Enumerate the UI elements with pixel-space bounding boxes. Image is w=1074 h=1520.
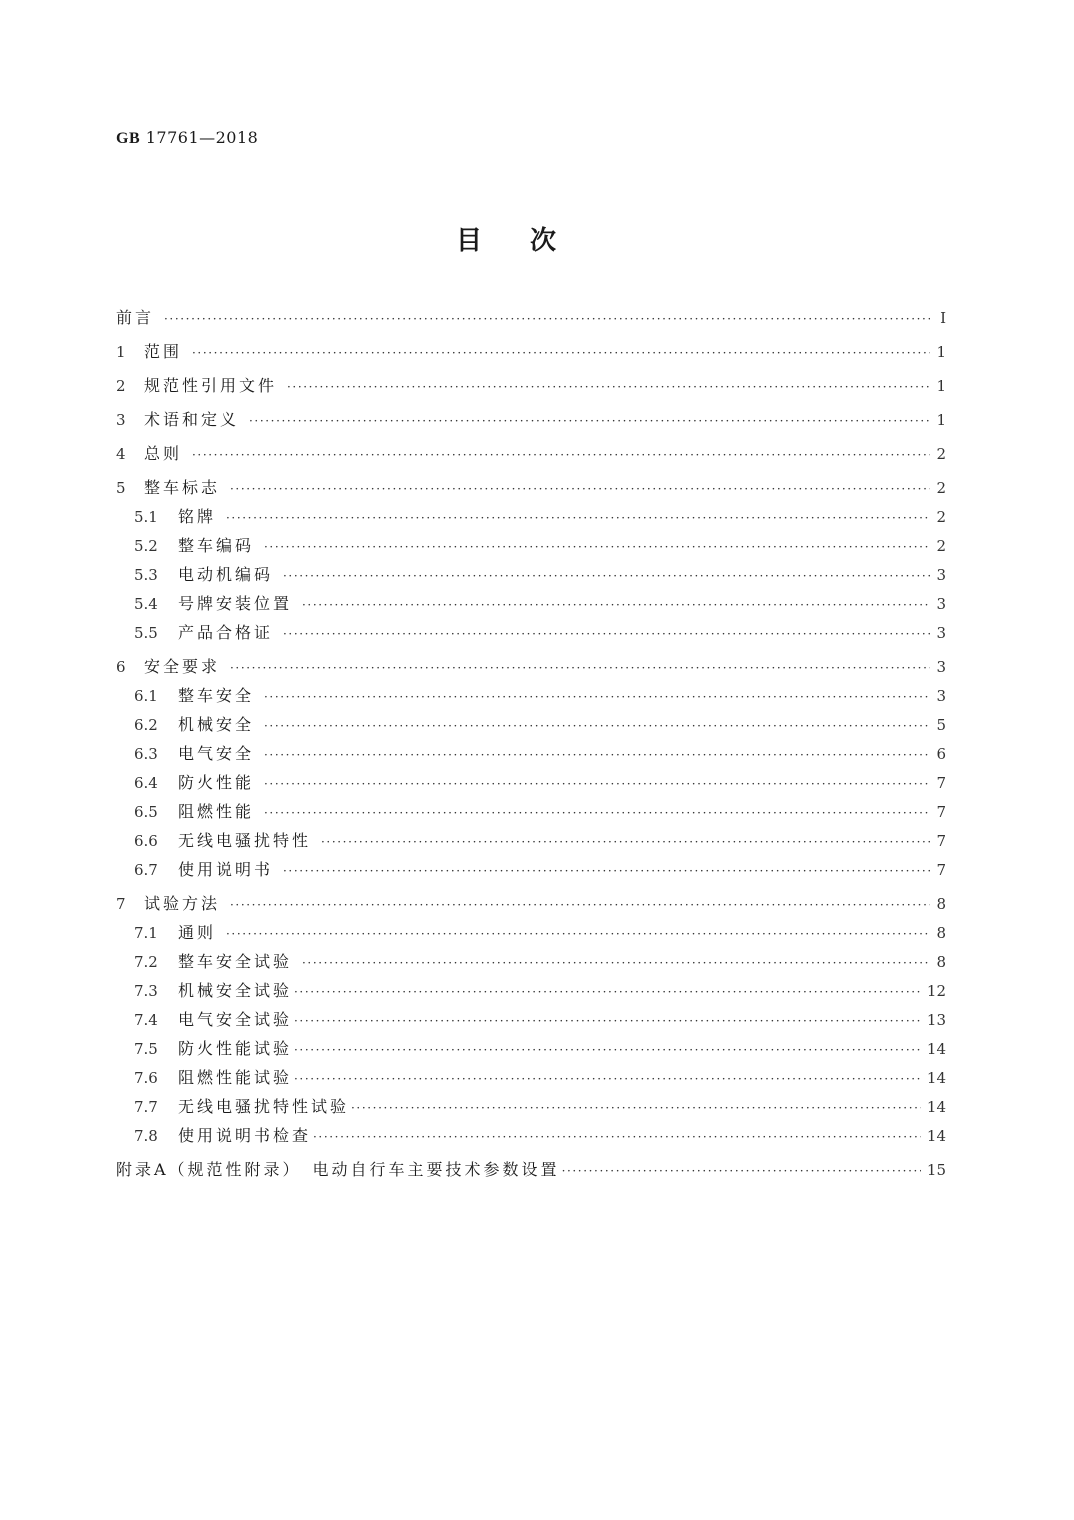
toc-entry-number: 3 xyxy=(116,411,126,429)
toc-leader-dots xyxy=(294,1007,921,1035)
toc-entry-label: 整车标志 xyxy=(144,478,221,497)
page-title: 目次 xyxy=(455,226,604,256)
toc-entry-label: 机械安全试验 xyxy=(178,981,293,1000)
toc-entry-label: 电气安全试验 xyxy=(178,1010,293,1029)
toc-entry[interactable] xyxy=(116,711,946,740)
toc-entry[interactable] xyxy=(116,406,946,435)
toc-entry[interactable] xyxy=(116,977,946,1006)
toc-leader-dots xyxy=(264,712,930,740)
toc-entry-number: 6.3 xyxy=(134,745,158,763)
toc-entry-page: 3 xyxy=(936,566,946,584)
toc-entry[interactable] xyxy=(116,682,946,711)
toc-entry[interactable] xyxy=(116,740,946,769)
toc-entry[interactable] xyxy=(116,1093,946,1122)
toc-leader-dots xyxy=(302,949,930,977)
toc-leader-dots xyxy=(264,741,930,769)
toc-leader-dots xyxy=(283,620,930,648)
toc-entry-number: 7.1 xyxy=(134,924,158,942)
toc-entry[interactable] xyxy=(116,1064,946,1093)
toc-entry-label: 产品合格证 xyxy=(178,623,274,642)
toc-entry-page: 15 xyxy=(926,1161,946,1179)
toc-entry-page: 8 xyxy=(936,924,946,942)
toc-leader-dots xyxy=(294,1065,921,1093)
toc-entry-page: 14 xyxy=(926,1040,946,1058)
toc-entry-number: 6.1 xyxy=(134,687,158,705)
toc-leader-dots xyxy=(192,441,930,469)
toc-entry-label: 防火性能试验 xyxy=(178,1039,293,1058)
toc-entry[interactable] xyxy=(116,798,946,827)
toc-entry[interactable] xyxy=(116,948,946,977)
toc-entry-label: 整车安全试验 xyxy=(178,952,293,971)
toc-leader-dots xyxy=(313,1123,921,1151)
toc-entry-number: 6 xyxy=(116,658,126,676)
toc-entry-number: 5 xyxy=(116,479,126,497)
toc-entry[interactable] xyxy=(116,619,946,648)
toc-entry-label: 规范性引用文件 xyxy=(144,376,278,395)
toc-entry-page: 2 xyxy=(936,479,946,497)
toc-entry-label: 电动机编码 xyxy=(178,565,274,584)
toc-entry-label: 号牌安装位置 xyxy=(178,594,293,613)
toc-entry-number: 6.7 xyxy=(134,861,158,879)
toc-entry[interactable] xyxy=(116,1006,946,1035)
toc-entry-page: 2 xyxy=(936,508,946,526)
toc-entry-number: 5.2 xyxy=(134,537,158,555)
toc-entry-label: 总则 xyxy=(144,444,183,463)
toc-entry-page: 14 xyxy=(926,1069,946,1087)
toc-entry-label: 电气安全 xyxy=(178,744,255,763)
toc-leader-dots xyxy=(226,920,930,948)
toc-entry-label: 整车安全 xyxy=(178,686,255,705)
toc-entry-page: 7 xyxy=(936,803,946,821)
toc-entry-number: 7.8 xyxy=(134,1127,158,1145)
toc-entry-number: 6.6 xyxy=(134,832,158,850)
toc-leader-dots xyxy=(249,407,930,435)
toc-entry-label: 使用说明书 xyxy=(178,860,274,879)
toc-entry[interactable] xyxy=(116,856,946,885)
toc-entry-page: 1 xyxy=(936,343,946,361)
toc-entry-label: 使用说明书检查 xyxy=(178,1126,312,1145)
toc-entry-page: 7 xyxy=(936,861,946,879)
toc-leader-dots xyxy=(192,339,930,367)
toc-entry-label: 前言 xyxy=(116,308,155,327)
toc-entry-page: 5 xyxy=(936,716,946,734)
toc-leader-dots xyxy=(264,770,930,798)
toc-entry[interactable] xyxy=(116,769,946,798)
toc-leader-dots xyxy=(283,562,930,590)
toc-entry[interactable] xyxy=(116,338,946,367)
toc-entry-page: 1 xyxy=(936,411,946,429)
toc-entry-page: 8 xyxy=(936,895,946,913)
toc-entry[interactable] xyxy=(116,653,946,682)
toc-entry[interactable] xyxy=(116,561,946,590)
toc-entry-number: 5.1 xyxy=(134,508,158,526)
toc-leader-dots xyxy=(164,305,930,333)
toc-entry-label: 无线电骚扰特性试验 xyxy=(178,1097,350,1116)
toc-leader-dots xyxy=(294,978,921,1006)
toc-entry[interactable] xyxy=(116,503,946,532)
toc-entry[interactable] xyxy=(116,919,946,948)
toc-leader-dots xyxy=(230,475,930,503)
toc-entry-label: 通则 xyxy=(178,923,217,942)
toc-leader-dots xyxy=(264,799,930,827)
toc-entry-label: 阻燃性能试验 xyxy=(178,1068,293,1087)
toc-entry-page: 3 xyxy=(936,595,946,613)
toc-entry-label: 附录A（规范性附录） 电动自行车主要技术参数设置 xyxy=(116,1160,560,1179)
toc-entry-label: 铭牌 xyxy=(178,507,217,526)
toc-entry[interactable] xyxy=(116,590,946,619)
toc-entry-page: 2 xyxy=(936,445,946,463)
toc-leader-dots xyxy=(302,591,930,619)
toc-entry-number: 7.2 xyxy=(134,953,158,971)
toc-entry-page: 13 xyxy=(926,1011,946,1029)
toc-leader-dots xyxy=(287,373,930,401)
toc-entry-label: 范围 xyxy=(144,342,183,361)
toc-entry-page: 1 xyxy=(936,377,946,395)
toc-leader-dots xyxy=(294,1036,921,1064)
toc-leader-dots xyxy=(264,683,930,711)
toc-entry-page: 3 xyxy=(936,624,946,642)
toc-entry-number: 2 xyxy=(116,377,126,395)
toc-entry-page: 14 xyxy=(926,1127,946,1145)
toc-entry-page: 12 xyxy=(926,982,946,1000)
toc-entry-number: 6.4 xyxy=(134,774,158,792)
standard-number xyxy=(116,128,258,148)
toc-entry-number: 7 xyxy=(116,895,126,913)
toc-entry-page: 8 xyxy=(936,953,946,971)
toc-entry-number: 5.3 xyxy=(134,566,158,584)
toc-leader-dots xyxy=(283,857,930,885)
standard-prefix: GB xyxy=(116,130,141,147)
standard-code: 17761—2018 xyxy=(145,128,259,147)
toc-entry-label: 整车编码 xyxy=(178,536,255,555)
toc-entry-number: 5.5 xyxy=(134,624,158,642)
table-of-contents xyxy=(116,304,946,1185)
toc-entry-page: 3 xyxy=(936,658,946,676)
toc-leader-dots xyxy=(226,504,930,532)
toc-entry-label: 防火性能 xyxy=(178,773,255,792)
toc-entry-page: 3 xyxy=(936,687,946,705)
toc-entry-page: 7 xyxy=(936,774,946,792)
toc-entry-page: 14 xyxy=(926,1098,946,1116)
toc-entry-page: 7 xyxy=(936,832,946,850)
toc-leader-dots xyxy=(264,533,930,561)
toc-entry[interactable] xyxy=(116,474,946,503)
toc-entry-label: 安全要求 xyxy=(144,657,221,676)
toc-leader-dots xyxy=(321,828,930,856)
toc-entry-label: 无线电骚扰特性 xyxy=(178,831,312,850)
toc-entry-label: 术语和定义 xyxy=(144,410,240,429)
toc-entry[interactable] xyxy=(116,1156,946,1185)
toc-entry-number: 7.5 xyxy=(134,1040,158,1058)
toc-leader-dots xyxy=(230,891,930,919)
toc-entry-label: 阻燃性能 xyxy=(178,802,255,821)
toc-entry-number: 1 xyxy=(116,343,126,361)
toc-entry[interactable] xyxy=(116,1035,946,1064)
toc-entry-number: 7.4 xyxy=(134,1011,158,1029)
toc-entry[interactable] xyxy=(116,1122,946,1151)
toc-entry-number: 6.5 xyxy=(134,803,158,821)
toc-entry[interactable] xyxy=(116,372,946,401)
toc-entry[interactable] xyxy=(116,890,946,919)
toc-entry-number: 5.4 xyxy=(134,595,158,613)
toc-entry[interactable] xyxy=(116,827,946,856)
toc-entry-label: 机械安全 xyxy=(178,715,255,734)
toc-entry-label: 试验方法 xyxy=(144,894,221,913)
toc-entry[interactable] xyxy=(116,532,946,561)
toc-entry-page: 6 xyxy=(936,745,946,763)
toc-entry-number: 4 xyxy=(116,445,126,463)
toc-entry-number: 7.7 xyxy=(134,1098,158,1116)
toc-leader-dots xyxy=(351,1094,921,1122)
toc-entry[interactable] xyxy=(116,440,946,469)
toc-entry-number: 7.3 xyxy=(134,982,158,1000)
toc-leader-dots xyxy=(562,1157,921,1185)
toc-leader-dots xyxy=(230,654,930,682)
toc-entry-page: 2 xyxy=(936,537,946,555)
toc-entry[interactable] xyxy=(116,304,946,333)
toc-entry-number: 7.6 xyxy=(134,1069,158,1087)
toc-entry-page: Ⅰ xyxy=(940,309,946,327)
toc-entry-number: 6.2 xyxy=(134,716,158,734)
